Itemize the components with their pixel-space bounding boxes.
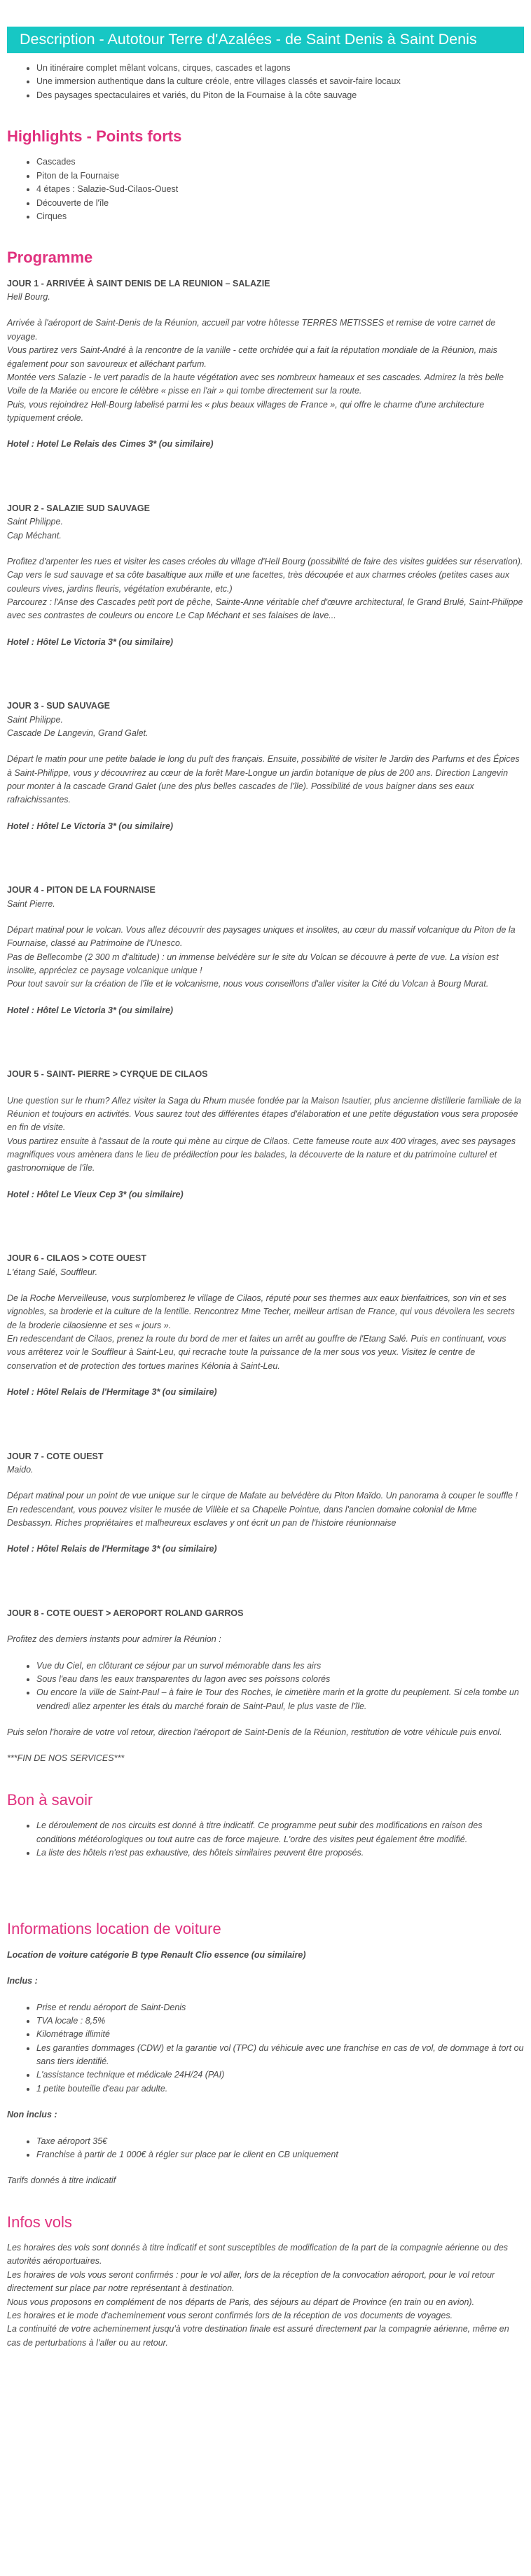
- day-location: Hell Bourg.: [7, 292, 50, 302]
- tarifs-note: Tarifs donnés à titre indicatif: [7, 2175, 116, 2186]
- day-paragraph: Départ matinal pour le volcan. Vous allez découvrir des paysages uniques et insolites, au cœur du massif volcanique du Piton de la Fournaise, classé au Patrimoine de l'Unesco.: [7, 924, 516, 949]
- list-item: • L'assistance technique et médicale 24H/24 (PAI): [36, 2068, 524, 2082]
- day-location: Maido.: [7, 1464, 34, 1475]
- day-title: JOUR 8 - COTE OUEST > AEROPORT ROLAND GARROS: [7, 1608, 244, 1618]
- bon-a-savoir-heading: Bon à savoir: [7, 1790, 93, 1809]
- day-paragraph: Puis selon l'horaire de votre vol retour, direction l'aéroport de Saint-Denis de la Réunion, restitution de votre véhicule puis envol.: [7, 1727, 502, 1738]
- day-paragraph: Profitez des derniers instants pour admirer la Réunion :: [7, 1634, 221, 1645]
- list-item: • Kilométrage illimité: [36, 2028, 524, 2041]
- day-title: JOUR 6 - CILAOS > COTE OUEST: [7, 1253, 146, 1264]
- list-item: • Les garanties dommages (CDW) et la garantie vol (TPC) du véhicule avec une franchise en cas de vol, de dommage à tort ou sans tiers identifié.: [36, 2042, 524, 2069]
- non-inclus-list: [7, 2135, 524, 2162]
- list-item: • 4 étapes : Salazie-Sud-Cilaos-Ouest: [36, 183, 524, 196]
- day-location: L'étang Salé, Souffleur.: [7, 1267, 98, 1277]
- day-location: Cap Méchant.: [7, 530, 62, 541]
- day-section: [7, 1450, 524, 1557]
- list-item: • Le déroulement de nos circuits est donné à titre indicatif. Ce programme peut subir des modifications en raison des conditions météorologiques ou tout autre cas de force majeure. L'ordre des visites peut également être modifié.: [36, 1819, 524, 1846]
- day-section: [7, 1068, 524, 1202]
- day-hotel: Hotel : Hôtel Relais de l'Hermitage 3* (ou similaire): [7, 1544, 217, 1554]
- vols-paragraph: Les horaires de vols vous seront confirmés : pour le vol aller, lors de la réception de la convocation aéroport, pour le vol retour directement sur place par notre représentant à destination.: [7, 2269, 495, 2294]
- day-section: [7, 884, 524, 1017]
- day8-list: [7, 1659, 524, 1714]
- inclus-list: [7, 2001, 524, 2096]
- list-item: • Piton de la Fournaise: [36, 169, 524, 183]
- day-paragraph: En redescendant, vous pouvez visiter le musée de Villèle et sa Chapelle Pointue, dans l'ancien domaine colonial de Mme Desbassyn. Riches propriétaires et malheureux esclaves y ont écrit un pan de l'histoire réunionnaise: [7, 1504, 477, 1529]
- bon-a-savoir-list: [7, 1819, 524, 1860]
- programme-heading: Programme: [7, 249, 93, 267]
- day-paragraph: Pas de Bellecombe (2 300 m d'altitude) : un immense belvédère sur le site du Volcan se découvre à perte de vue. La vision est insolite, appréciez ce paysage volcanique unique !: [7, 952, 499, 976]
- day-section: [7, 699, 524, 833]
- day-location: Saint Pierre.: [7, 898, 55, 909]
- list-item: • Vue du Ciel, en clôturant ce séjour par un survol mémorable dans les airs: [36, 1659, 524, 1673]
- highlights-heading: Highlights - Points forts: [7, 127, 182, 146]
- highlights-list: [7, 155, 524, 223]
- list-item: • Sous l'eau dans les eaux transparentes du lagon avec ses poissons colorés: [36, 1673, 524, 1686]
- day-paragraph: Cap vers le sud sauvage et sa côte basaltique aux mille et une facettes, très découpée et aux charmes créoles (petites cases aux couleurs vives, jardins fleuris, végétation exubérante, etc.): [7, 570, 510, 594]
- vols-paragraph: Nous vous proposons en complément de nos départs de Paris, des séjours au départ de Province (en train ou en avion).: [7, 2297, 475, 2307]
- day-paragraph: Départ le matin pour une petite balade le long du pult des français. Ensuite, possibilité de visiter le Jardin des Parfums et des Épices à Saint-Philippe, vous y découvrirez au cœur de la forêt Mare-Longue un jardin botanique de plus de 200 ans. Direction Langevin pour monter à la cascade Grand Galet (une des plus belles cascades de l'île). Possibilité de vous baigner dans ses eaux rafraichissantes.: [7, 754, 520, 805]
- list-item: • Découverte de l'île: [36, 197, 524, 210]
- day-location: Saint Philippe.: [7, 714, 63, 725]
- day-paragraph: De la Roche Merveilleuse, vous surplomberez le village de Cilaos, réputé pour ses thermes aux eaux bienfaitrices, son vin et ses vignobles, sa broderie et la culture de la lentille. Rencontrez Mme Techer, meilleur artisan de France, qui vous dévoilera les secrets de la broderie cilaosienne et ses « jours ».: [7, 1293, 515, 1330]
- day-paragraph: Une question sur le rhum? Allez visiter la Saga du Rhum musée fondée par la Maison Isautier, plus ancienne distillerie familiale de la Réunion et toujours en activités. Vous saurez tout des différentes étapes d'élaboration et une petite dégustation vous sera proposée en fin de visite.: [7, 1095, 521, 1133]
- day-section: [7, 502, 524, 649]
- list-item: • Franchise à partir de 1 000€ à régler sur place par le client en CB uniquement: [36, 2148, 524, 2161]
- day-hotel: Hotel : Hotel Le Relais des Cimes 3* (ou similaire): [7, 439, 214, 450]
- day-location: Cascade De Langevin, Grand Galet.: [7, 727, 149, 738]
- page-title-banner: Description - Autotour Terre d'Azalées - de Saint Denis à Saint Denis: [7, 27, 524, 53]
- day-paragraph: Pour tout savoir sur la création de l'île et le volcanisme, nous vous conseillons d'aller visiter la Cité du Volcan à Bourg Murat.: [7, 979, 489, 989]
- list-item: • Des paysages spectaculaires et variés, du Piton de la Fournaise à la côte sauvage: [36, 89, 524, 102]
- list-item: • Cirques: [36, 210, 524, 223]
- day-hotel: Hotel : Hôtel Le Victoria 3* (ou similaire): [7, 821, 174, 831]
- day-title: JOUR 3 - SUD SAUVAGE: [7, 701, 111, 711]
- day-paragraph: Montée vers Salazie - le vert paradis de la haute végétation avec ses nombreux hameaux et ses cascades. Admirez la très belle Voile de la Mariée ou encore le célèbre « pisse en l'air » qui tombe directement sur la route.: [7, 372, 504, 396]
- vols-paragraph: Les horaires des vols sont donnés à titre indicatif et sont susceptibles de modification de la part de la compagnie aérienne ou des autorités aéroportuaires.: [7, 2243, 509, 2267]
- day-paragraph: Parcourez : l'Anse des Cascades petit port de pêche, Sainte-Anne véritable chef d'œuvre architectural, le Grand Brulé, Saint-Philippe avec ses contrastes de couleurs ou encore Le Cap Méchant et ses falaises de lave...: [7, 597, 523, 621]
- day-hotel: Hotel : Hôtel Le Victoria 3* (ou similaire): [7, 1005, 174, 1015]
- non-inclus-label: Non inclus :: [7, 2110, 57, 2120]
- vols-paragraph: La continuité de votre acheminement jusqu'à votre destination finale est assuré directement par la compagnie aérienne, même en cas de perturbations à l'aller ou au retour.: [7, 2324, 509, 2348]
- day-hotel: Hotel : Hôtel Relais de l'Hermitage 3* (ou similaire): [7, 1387, 217, 1398]
- list-item: • Taxe aéroport 35€: [36, 2135, 524, 2148]
- day-section: [7, 1607, 524, 1766]
- day-title: JOUR 1 - ARRIVÉE À SAINT DENIS DE LA REUNION – SALAZIE: [7, 278, 270, 288]
- day-section: [7, 277, 524, 452]
- list-item: • TVA locale : 8,5%: [36, 2014, 524, 2028]
- day-paragraph: Puis, vous rejoindrez Hell-Bourg labelisé parmi les « plus beaux villages de France », qui offre le charme d'une architecture typiquement créole.: [7, 399, 485, 424]
- list-item: • La liste des hôtels n'est pas exhaustive, des hôtels similaires peuvent être proposés.: [36, 1846, 524, 1860]
- day-title: JOUR 2 - SALAZIE SUD SAUVAGE: [7, 503, 150, 513]
- list-item: • Cascades: [36, 155, 524, 169]
- day-hotel: Hotel : Hôtel Le Vieux Cep 3* (ou similaire): [7, 1189, 184, 1199]
- day-title: JOUR 4 - PITON DE LA FOURNAISE: [7, 885, 156, 896]
- vols-paragraph: Les horaires et le mode d'acheminement vous seront confirmés lors de la réception de vos documents de voyages.: [7, 2310, 453, 2320]
- day-paragraph: Profitez d'arpenter les rues et visiter les cases créoles du village d'Hell Bourg (possibilité de faire des visites guidées sur réservation).: [7, 556, 523, 566]
- list-item: • Prise et rendu aéroport de Saint-Denis: [36, 2001, 524, 2014]
- day-paragraph: Vous partirez vers Saint-André à la rencontre de la vanille - cette orchidée qui a fait la réputation mondiale de la Réunion, mais également pour son savoureux et alléchant parfum.: [7, 345, 497, 369]
- list-item: • Ou encore la ville de Saint-Paul – à faire le Tour des Roches, le cimetière marin et la grotte du peuplement. Si cela tombe un vendredi allez arpenter les étals du marché forain de Saint-Paul, le plus vaste de l'île.: [36, 1686, 524, 1713]
- day-paragraph: Vous partirez ensuite à l'assaut de la route qui mène au cirque de Cilaos. Cette fameuse route aux 400 virages, avec ses paysages magnifiques vous amènera dans le lieu de prédilection pour les balades, la découverte de la nature et du patrimoine culturel et gastronomique de l'île.: [7, 1136, 516, 1174]
- day-paragraph: En redescendant de Cilaos, prenez la route du bord de mer et faites un arrêt au gouffre de l'Etang Salé. Puis en continuant, vous vous arrêterez voir le Souffleur à Saint-Leu, qui recrache toute la puissance de la mer sous vos yeux. Visitez le centre de conservation et de protection des tortues marines Kélonia à Saint-Leu.: [7, 1334, 506, 1371]
- list-item: • Une immersion authentique dans la culture créole, entre villages classés et savoir-faire locaux: [36, 75, 524, 88]
- intro-list: [7, 62, 524, 102]
- day-title: JOUR 5 - SAINT- PIERRE > CYRQUE DE CILAOS: [7, 1069, 208, 1080]
- list-item: • Un itinéraire complet mêlant volcans, cirques, cascades et lagons: [36, 62, 524, 75]
- day-paragraph: Arrivée à l'aéroport de Saint-Denis de la Réunion, accueil par votre hôtesse TERRES METISSES et remise de votre carnet de voyage.: [7, 318, 496, 342]
- day-hotel: Hotel : Hôtel Le Victoria 3* (ou similaire): [7, 636, 174, 647]
- vols-heading: Infos vols: [7, 2213, 72, 2231]
- car-category: Location de voiture catégorie B type Renault Clio essence (ou similaire): [7, 1949, 306, 1960]
- day-section: [7, 1252, 524, 1399]
- day-title: JOUR 7 - COTE OUEST: [7, 1451, 104, 1461]
- end-of-services: ***FIN DE NOS SERVICES***: [7, 1753, 125, 1764]
- day-paragraph: Départ matinal pour un point de vue unique sur le cirque de Mafate au belvédère du Piton Maïdo. Un panorama à couper le souffle !: [7, 1491, 518, 1501]
- voiture-heading: Informations location de voiture: [7, 1920, 221, 1938]
- day-location: Saint Philippe.: [7, 517, 63, 527]
- page: [0, 27, 531, 2364]
- inclus-label: Inclus :: [7, 1976, 38, 1986]
- list-item: • 1 petite bouteille d'eau par adulte.: [36, 2082, 524, 2096]
